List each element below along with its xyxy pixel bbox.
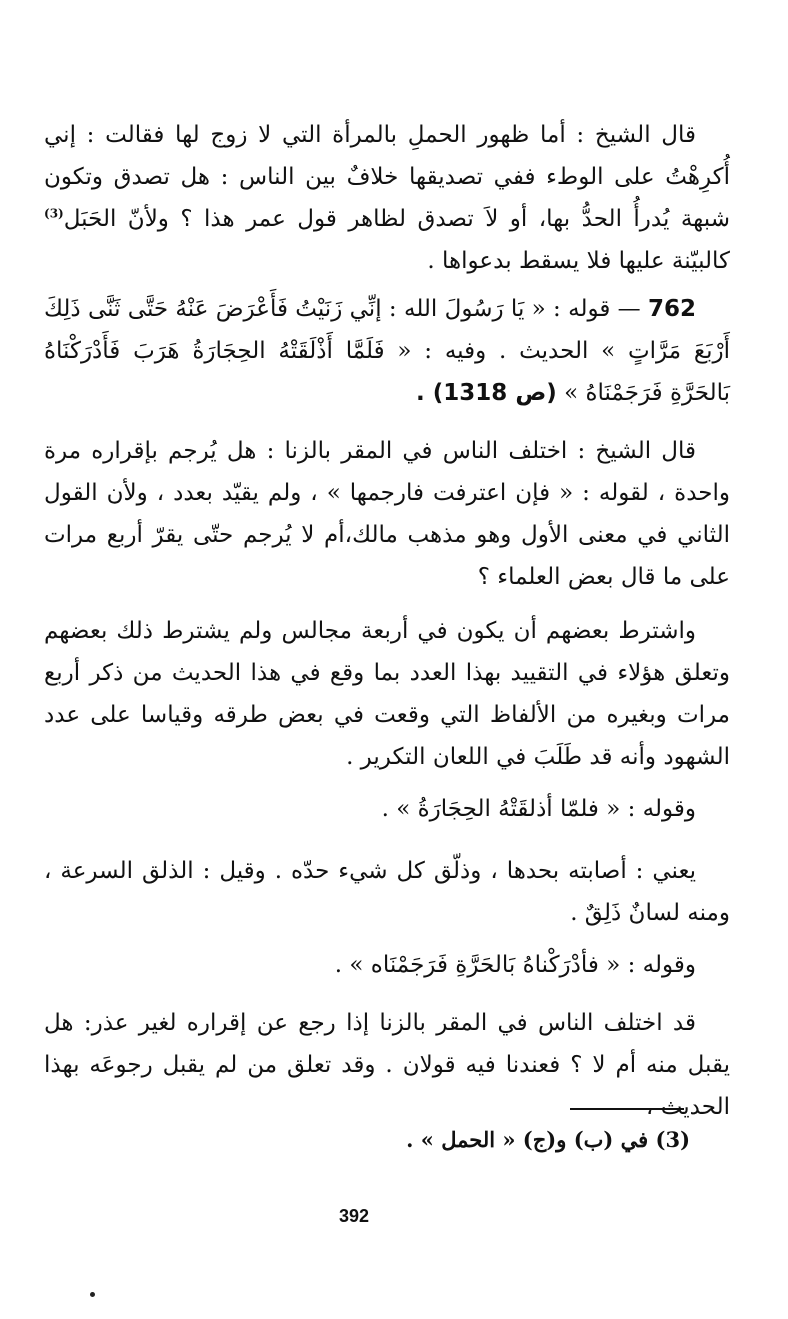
scan-speck	[90, 1292, 95, 1297]
paragraph-text: كالبيّنة عليها فلا يسقط بدعواها .	[427, 248, 730, 274]
quote-stoning-paragraph: وقوله : « فلمّا أذلقَتْهُ الحِجَارَةُ » .	[381, 796, 696, 822]
commentary-paragraph-pregnancy	[44, 114, 730, 282]
hadith-762-paragraph	[44, 288, 730, 414]
source-page-reference: (ص 1318) .	[416, 380, 557, 406]
footnote-reference[interactable]: (3)	[44, 206, 64, 221]
paragraph-text: قال الشيخ : أما ظهور الحملِ بالمرأة التي لا زوج لها فقالت : إني أُكرِهْتُ على الوطء ففي تصديقها خلافٌ بين الناس : هل تصدق وتكون شبهة يُدرأُ الحدُّ بها، أو لاَ تصدق لظاهر قول عمر هذا ؟ ولأنّ الحَبَل	[44, 122, 730, 232]
hadith-number: 762	[647, 296, 696, 322]
hadith-text: — قوله : « يَا رَسُولَ الله : إنِّي زَنَيْتُ فَأَعْرَضَ عَنْهُ حَتَّى ثَنَّى ذَلِكَ أَرْبَعَ مَرَّاتٍ » الحديث . وفيه : « فَلَمَّا أَذْلَقَتْهُ الحِجَارَةُ هَرَبَ فَأَدْرَكْنَاهُ بَالحَرَّةِ فَرَجَمْنَاهُ »	[44, 296, 730, 406]
commentary-paragraph-four-sessions: واشترط بعضهم أن يكون في أربعة مجالس ولم يشترط ذلك بعضهم وتعلق هؤلاء في التقييد بهذا العدد بما وقع في هذا الحديث من ذكر أربع مرات وبغيره من الألفاظ التي وقعت في بعض طرقه وقياسا على عدد الشهود وأنه قد طَلَبَ في اللعان التكرير .	[44, 618, 730, 770]
commentary-paragraph-retraction: قد اختلف الناس في المقر بالزنا إذا رجع عن إقراره لغير عذر: هل يقبل منه أم لا ؟ فعندنا فيه قولان . وقد تعلق من لم يقبل رجوعَه بهذا الحديث ،	[44, 1010, 730, 1120]
footnote-divider	[570, 1108, 684, 1110]
page-number: 392	[338, 1206, 370, 1226]
quote-harra-paragraph: وقوله : « فأدْرَكْناهُ بَالحَرَّةِ فَرَجَمْنَاه » .	[334, 952, 696, 978]
commentary-paragraph-confession: قال الشيخ : اختلف الناس في المقر بالزنا : هل يُرجم بإقراره مرة واحدة ، لقوله : « فإن اعترفت فارجمها » ، ولم يقيّد بعدد ، ولأن القول الثاني في معنى الأول وهو مذهب مالك،أم لا يُرجم حتّى يقرّ أربع مرات على ما قال بعض العلماء ؟	[44, 438, 730, 590]
explanation-dhalaq-paragraph: يعني : أصابته بحدها ، وذلّق كل شيء حدّه . وقيل : الذلق السرعة ، ومنه لسانٌ ذَلِقٌ .	[44, 858, 730, 926]
footnote-3: (3) في (ب) و(ج) « الحمل » .	[406, 1127, 690, 1152]
